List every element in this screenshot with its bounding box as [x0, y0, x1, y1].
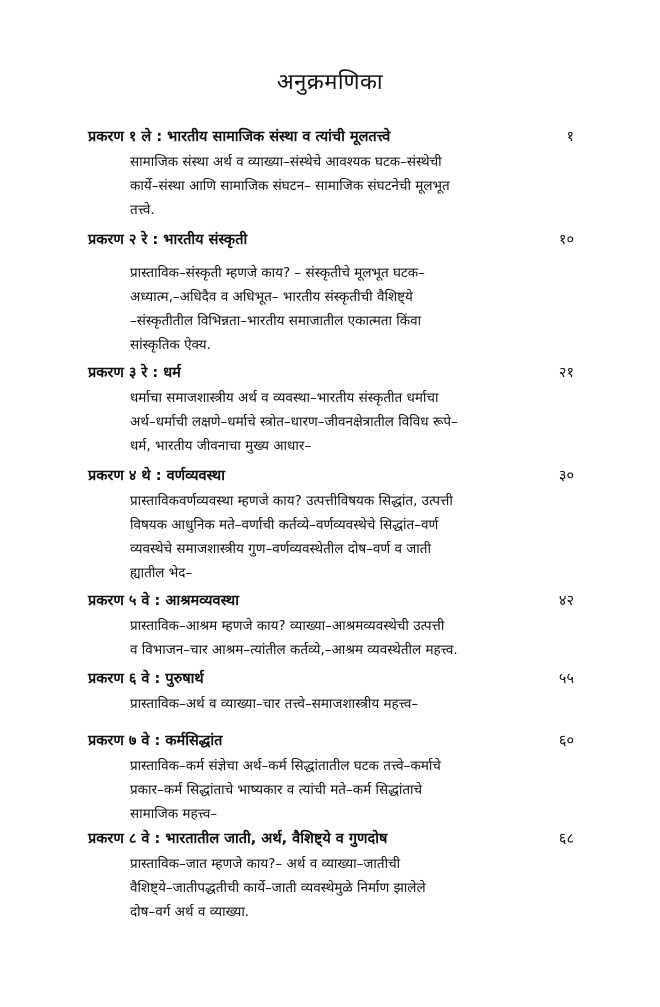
chapter-heading: प्रकरण २ रे : भारतीय संस्कृती: [88, 232, 248, 248]
description-line: सामाजिक संस्था अर्थ व व्याख्या–संस्थेचे आवश्यक घटक–संस्थेची: [130, 154, 442, 170]
chapter-heading: प्रकरण ५ वे : आश्रमव्यवस्था: [88, 593, 239, 609]
description-line: प्रास्ताविक–संस्कृती म्हणजे काय? – संस्कृतीचे मूलभूत घटक–: [130, 265, 425, 281]
chapter-page-number: ४२: [558, 593, 574, 609]
chapter-page-number: २१: [558, 365, 574, 381]
description-line: व विभाजन–चार आश्रम–त्यांतील कर्तव्ये,–आश्रम व्यवस्थेतील महत्त्व.: [130, 642, 458, 658]
description-line: प्रास्ताविक–अर्थ व व्याख्या–चार तत्त्वे–समाजशास्त्रीय महत्त्व–: [130, 696, 419, 712]
chapter-description: [130, 386, 540, 458]
chapter-heading: प्रकरण ८ वे : भारतातील जाती, अर्थ, वैशिष्ट्ये व गुणदोष: [88, 831, 388, 847]
description-line: व्यवस्थेचे समाजशास्त्रीय गुण–वर्णव्यवस्थेतील दोष–वर्ण व जाती: [130, 541, 431, 557]
chapter-page-number: १: [566, 129, 574, 145]
description-line: प्रकार–कर्म सिद्धांताचे भाष्यकार व त्यांची मते–कर्म सिद्धांताचे: [130, 782, 423, 798]
chapter-description: [130, 261, 540, 357]
description-line: सामाजिक महत्त्व–: [130, 806, 218, 822]
description-line: प्रास्ताविक–कर्म संज्ञेचा अर्थ–कर्म सिद्धांतातील घटक तत्त्वे–कर्माचे: [130, 758, 441, 774]
description-line: धर्माचा समाजशास्त्रीय अर्थ व व्यवस्था–भारतीय संस्कृतीत धर्माचा: [130, 390, 439, 406]
description-line: वैशिष्ट्ये–जातीपद्धतीची कार्ये–जाती व्यवस्थेमुळे निर्माण झालेले: [130, 880, 426, 896]
chapter-page-number: १०: [558, 232, 574, 248]
chapter-heading: प्रकरण ३ रे : धर्म: [88, 365, 181, 381]
chapter-description: [130, 489, 540, 585]
chapter-description: [130, 150, 540, 222]
chapter-page-number: ५५: [558, 671, 574, 687]
chapter-heading: प्रकरण ७ वे : कर्मसिद्धांत: [88, 733, 223, 749]
chapter-heading: प्रकरण ४ थे : वर्णव्यवस्था: [88, 468, 225, 484]
description-line: ह्यातील भेद–: [130, 565, 193, 581]
page-title: अनुक्रमणिका: [276, 70, 384, 95]
description-line: प्रास्ताविकवर्णव्यवस्था म्हणजे काय? उत्पत्तीविषयक सिद्धांत, उत्पत्ती: [130, 493, 453, 509]
chapter-description: [130, 692, 540, 716]
description-line: धर्म, भारतीय जीवनाचा मुख्य आधार–: [130, 438, 312, 454]
chapter-description: [130, 614, 540, 662]
chapter-description: [130, 754, 540, 826]
description-line: अध्यात्म,–अधिदैव व अधिभूत– भारतीय संस्कृतीची वैशिष्ट्ये: [130, 289, 413, 305]
chapter-heading: प्रकरण १ ले : भारतीय सामाजिक संस्था व त्यांची मूलतत्त्वे: [88, 129, 391, 145]
description-line: प्रास्ताविक–जात म्हणजे काय?– अर्थ व व्याख्या–जातीची: [130, 856, 401, 872]
chapter-page-number: ६०: [558, 733, 574, 749]
description-line: सांस्कृतिक ऐक्य.: [130, 337, 211, 353]
description-line: अर्थ–धर्माची लक्षणे–धर्माचे स्त्रोत–धारण–जीवनक्षेत्रातील विविध रूपे–: [130, 414, 458, 430]
description-line: प्रास्ताविक–आश्रम म्हणजे काय? व्याख्या–आश्रमव्यवस्थेची उत्पत्ती: [130, 618, 445, 634]
chapter-description: [130, 852, 540, 924]
description-line: कार्ये–संस्था आणि सामाजिक संघटन– सामाजिक संघटनेची मूलभूत: [130, 178, 450, 194]
description-line: तत्त्वे.: [130, 202, 155, 218]
chapter-page-number: ३०: [558, 468, 574, 484]
description-line: दोष–वर्ग अर्थ व व्याख्या.: [130, 904, 250, 920]
description-line: –संस्कृतीतील विभिन्नता–भारतीय समाजातील एकात्मता किंवा: [130, 313, 422, 329]
chapter-page-number: ६८: [558, 831, 574, 847]
chapter-heading: प्रकरण ६ वे : पुरुषार्थ: [88, 671, 204, 687]
description-line: विषयक आधुनिक मते–वर्णाची कर्तव्ये–वर्णव्यवस्थेचे सिद्धांत–वर्ण: [130, 517, 439, 533]
